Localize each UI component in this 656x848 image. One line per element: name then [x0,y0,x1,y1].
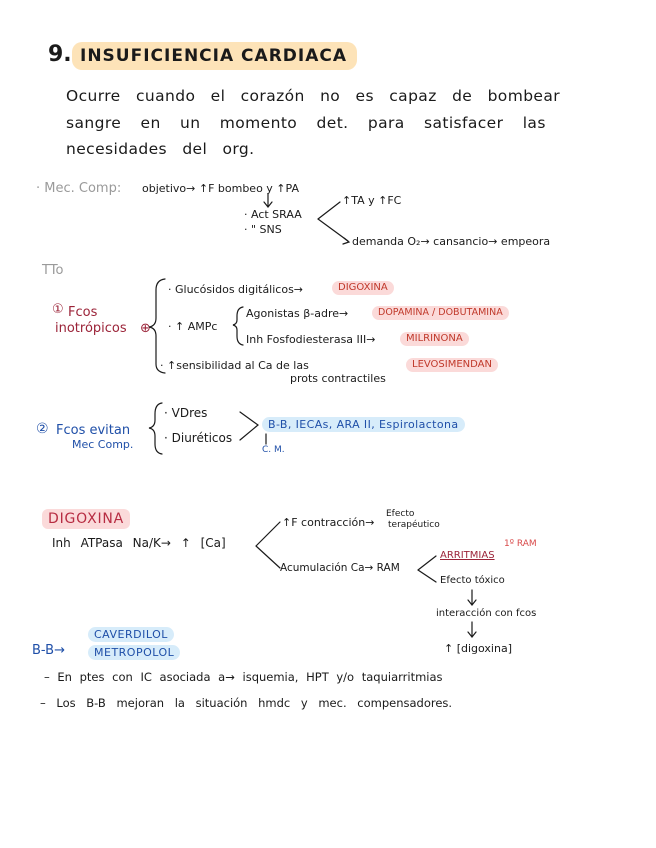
bb-drug-caverdilol: CAVERDILOL [88,627,174,642]
dopamina-tag: DOPAMINA / DOBUTAMINA [372,306,509,320]
intro-line-1: Ocurre cuando el corazón no es capaz de bombear [66,87,561,105]
intro-line-3: necesidades del org. [66,140,255,158]
digoxina-tag: DIGOXINA [332,281,394,295]
section-number: 9. [48,42,72,67]
milrinona-tag: MILRINONA [400,332,469,346]
cm-note: C. M. [262,445,285,455]
arrow-head-mec [343,238,349,244]
efecto-line2: terapéutico [388,520,440,530]
toxico-text: Efecto tóxico [440,575,505,586]
agonistas-text: Agonistas β-adre→ [246,307,349,320]
bb-note-2: – Los B-B mejoran la situación hmdc y mec. compensadores. [40,696,453,710]
sensibilidad-line2: prots contractiles [290,372,386,385]
diureticos-text: · Diuréticos [164,431,233,445]
tto-label: TTo [42,263,64,278]
bb-label: B-B→ [32,643,65,658]
branch-up-mec [318,202,340,219]
digoxina-contraccion: ↑F contracción→ [282,516,375,529]
digoxina-title: DIGOXINA [42,509,130,529]
efecto-line1: Efecto [386,509,415,519]
digoxina-inh: Inh ATPasa Na/K→ ↑ [Ca] [52,536,226,550]
digoxina-acumulacion: Acumulación Ca→ RAM [280,562,400,574]
page-title: INSUFICIENCIA CARDIACA [72,42,357,70]
intro-line-2: sangre en un momento det. para satisfacer las [66,114,546,132]
mec-objective: objetivo→ ↑F bombeo y ↑PA [142,182,299,195]
sensibilidad-line1: · ↑sensibilidad al Ca de las [160,359,309,372]
inh-fosfo-text: Inh Fosfodiesterasa III→ [246,333,376,346]
glucosidos-text: · Glucósidos digitálicos→ [168,283,304,296]
levosimendan-tag: LEVOSIMENDAN [406,358,498,372]
mec-comp-label: · Mec. Comp: [36,181,122,196]
mec-ta-fc: ↑TA y ↑FC [342,194,402,207]
branch-down-digoxina [256,546,280,568]
brace-fcos-evitan [149,403,162,454]
interaccion-text: interacción con fcos [436,608,537,619]
fcos-inotropicos-line2: inotrópicos [55,321,127,336]
brace-ampc [233,307,243,345]
mec-demanda: demanda O₂→ cansancio→ empeora [352,235,551,248]
arritmias-text: ARRITMIAS [440,550,495,561]
mec-sns: · " SNS [244,223,282,236]
fcos-inotropicos-marker: ① [52,302,64,317]
branch-up-digoxina [256,522,280,546]
branch-down-ram [418,570,436,582]
branch-up-ram [418,556,436,570]
ampc-text: · ↑ AMPc [168,320,218,333]
blue-drug-tag: B-B, IECAs, ARA II, Espirolactona [262,417,465,432]
ram-note: 1º RAM [504,539,537,549]
fcos-evitan-marker: ② [36,421,49,437]
bb-note-1: – En ptes con IC asociada a→ isquemia, HPT y/o taquiarritmias [44,670,443,684]
mec-act-sraa: · Act SRAA [244,208,302,221]
fcos-evitan-line1: Fcos evitan [56,423,131,438]
vdres-text: · VDres [164,406,208,420]
fcos-inotropicos-line1: Fcos [68,305,98,320]
digoxina-concentration: ↑ [digoxina] [444,642,512,655]
chevron-blue-tag [240,412,258,440]
bb-drug-metropolol: METROPOLOL [88,645,180,660]
brace-fcos-inotropicos [149,279,165,373]
fcos-evitan-line2: Mec Comp. [72,438,134,451]
fcos-inotropicos-plus: ⊕ [140,321,151,336]
